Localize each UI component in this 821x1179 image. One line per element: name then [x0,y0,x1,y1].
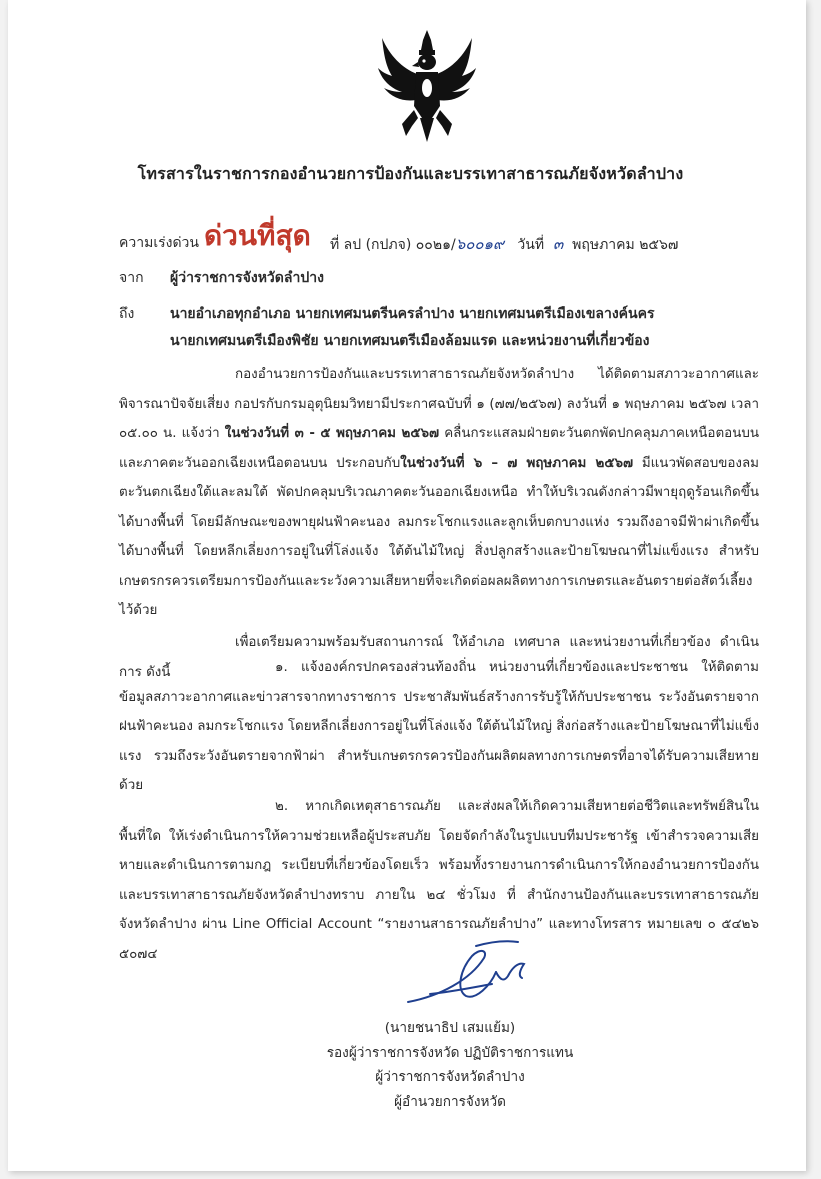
garuda-emblem-icon [372,26,482,146]
reference-line [330,232,678,256]
from-label: จาก [119,270,144,286]
signatory-position-2: ผู้ว่าราชการจังหวัดลำปาง [375,1069,525,1085]
item-1 [119,653,759,801]
paragraph-1-text-b: คลื่นกระแสลมฝ่ายตะวันตกพัดปกคลุมภาคเหนือตอนบนและภาคตะวันออกเฉียงเหนือตอนบน ประกอบกับ [119,426,760,471]
paragraph-2-text: เพื่อเตรียมความพร้อมรับสถานการณ์ ให้อำเภอ เทศบาล และหน่วยงานที่เกี่ยวข้อง ดำเนินการ ดังนี้ [119,635,759,680]
paragraph-1-text-c: มีแนวพัดสอบของลมตะวันตกเฉียงใต้และลมใต้ พัดปกคลุมบริเวณภาคตะวันออกเฉียงเหนือ ทำให้บริเวณดังกล่าวมีพายุฤดูร้อนเกิดขึ้นได้บางพื้นที่ โดยมีลักษณะของพายุฝนฟ้าคะนอง ลมกระโชกแรงและลูกเห็บตกบางแห่ง รวมถึงอาจมีฟ้าผ่าเกิดขึ้นได้บางพื้นที่ โดยหลีกเลี่ยงการอยู่ในที่โล่งแจ้ง ใต้ต้นไม้ใหญ่ สิ่งปลูกสร้างและป้ายโฆษณาที่ไม่แข็งแรง สำหรับเกษตรกรควรเตรียมการป้องกันและระวังความเสียหายที่จะเกิดต่อผลผลิตทางการเกษตรและอันตรายต่อสัตว์เลี้ยงไว้ด้วย [119,455,759,618]
paragraph-1-bold-b: ในช่วงวันที่ ๖ – ๗ พฤษภาคม ๒๕๖๗ [400,455,634,471]
signatory-name: (นายชนาธิป เสมแย้ม) [384,1020,516,1036]
date-month-year: พฤษภาคม ๒๕๖๗ [572,237,679,253]
paragraph-1-bold-a: ในช่วงวันที่ ๓ - ๕ พฤษภาคม ๒๕๖๗ [224,426,440,441]
date-day: ๓ [552,235,564,253]
reference-number: ๖๐๐๑๙ [455,235,505,253]
item-1-text: ๑. แจ้งองค์กรปกครองส่วนท้องถิ่น หน่วยงานที่เกี่ยวข้องและประชาชน ให้ติดตามข้อมูลสภาวะอากาศและข่าวสารจากทางราชการ ประชาสัมพันธ์สร้างการรับรู้ให้กับประชาชน ระวังอันตรายจากฝนฟ้าคะนอง ลมกระโชกแรง โดยหลีกเลี่ยงการอยู่ในที่โล่งแจ้ง ใต้ต้นไม้ใหญ่ สิ่งก่อสร้างและป้ายโฆษณาที่ไม่แข็งแรง รวมถึงระวังอันตรายจากฟ้าผ่า สำหรับเกษตรกรควรป้องกันผลิตผลทางการเกษตรที่อาจได้รับความเสียหายด้วย [119,660,759,793]
signature-block [300,1016,600,1114]
to-line-2: นายกเทศมนตรีเมืองพิชัย นายกเทศมนตรีเมืองล้อมแรด และหน่วยงานที่เกี่ยวข้อง [170,333,650,349]
document-title: โทรสารในราชการกองอำนวยการป้องกันและบรรเทาสาธารณภัยจังหวัดลำปาง [137,164,684,183]
urgency-label: ความเร่งด่วน [119,235,199,251]
date-label: วันที่ [517,237,545,253]
signatory-position-1: รองผู้ว่าราชการจังหวัด ปฏิบัติราชการแทน [326,1044,574,1061]
signatory-position-3: ผู้อำนวยการจังหวัด [394,1093,506,1110]
item-2-text: ๒. หากเกิดเหตุสาธารณภัย และส่งผลให้เกิดความเสียหายต่อชีวิตและทรัพย์สินในพื้นที่ใด ให้เร่งดำเนินการให้ความช่วยเหลือผู้ประสบภัย โดยจัดกำลังในรูปแบบทีมประชารัฐ เข้าสำรวจความเสียหายและดำเนินการตามกฎ ระเบียบที่เกี่ยวข้องโดยเร็ว พร้อมทั้งรายงานการดำเนินการให้กองอำนวยการป้องกันและบรรเทาสาธารณภัยจังหวัดลำปางทราบ ภายใน ๒๔ ชั่วโมง ที่ สำนักงานป้องกันและบรรเทาสาธารณภัยจังหวัดลำปาง ผ่าน Line Official Account “รายงานสาธารณภัยลำปาง” และทางโทรสาร หมายเลข ๐ ๕๔๒๖ ๕๐๗๔ [119,799,759,962]
handwritten-signature-icon [400,936,550,1008]
from-value: ผู้ว่าราชการจังหวัดลำปาง [170,270,324,286]
to-line-1: นายอำเภอทุกอำเภอ นายกเทศมนตรีนครลำปาง นายกเทศมนตรีเมืองเขลางค์นคร [170,306,655,322]
reference-prefix: ที่ ลป (กปภจ) ๐๐๒๑/ [330,237,456,253]
urgency-level: ด่วนที่สุด [204,219,311,252]
to-label: ถึง [119,306,135,322]
paragraph-1-text-a: กองอำนวยการป้องกันและบรรเทาสาธารณภัยจังหวัดลำปาง ได้ติดตามสภาวะอากาศและพิจารณาปัจจัยเสี่ยง กอปรกับกรมอุตุนิยมวิทยามีประกาศฉบับที่ ๑ (๗๗/๒๕๖๗) ลงวันที่ ๑ พฤษภาคม ๒๕๖๗ เวลา ๐๕.๐๐ น. แจ้งว่า [119,367,759,441]
paragraph-1 [119,360,759,626]
